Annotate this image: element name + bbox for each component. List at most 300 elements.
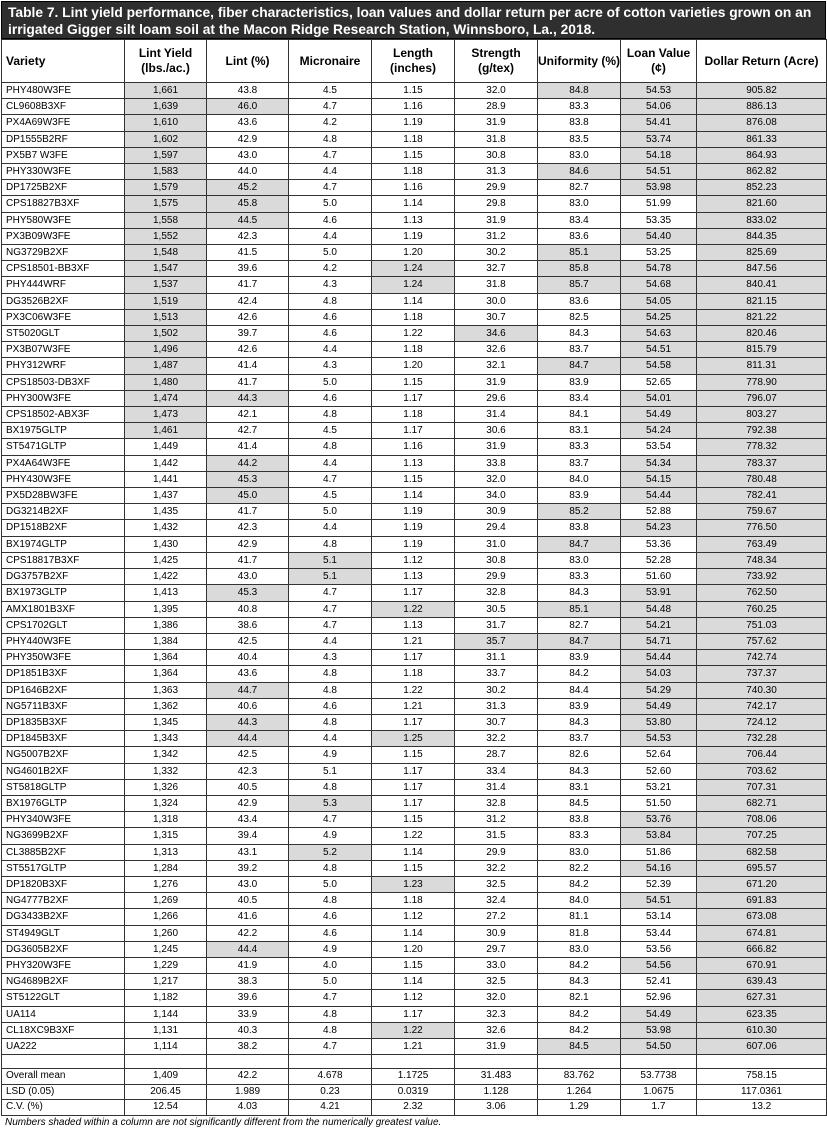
cell-variety: ST5517GLTP <box>2 860 125 876</box>
cell-yield: 1,513 <box>125 309 207 325</box>
cell-yield: 1,266 <box>125 909 207 925</box>
cell-yield: 1,384 <box>125 633 207 649</box>
cell-ret: 703.62 <box>697 763 827 779</box>
header-row <box>2 40 827 83</box>
cell-yield: 1,496 <box>125 342 207 358</box>
summary-cell-strength: 3.06 <box>455 1100 538 1116</box>
cell-length: 1.22 <box>372 601 455 617</box>
cell-strength: 32.2 <box>455 860 538 876</box>
cell-length: 1.19 <box>372 115 455 131</box>
table-row <box>2 552 827 568</box>
cell-variety: CL3885B2XF <box>2 844 125 860</box>
cell-variety: PX3C06W3FE <box>2 309 125 325</box>
cell-yield: 1,131 <box>125 1022 207 1038</box>
cell-length: 1.23 <box>372 876 455 892</box>
cell-variety: DG3757B2XF <box>2 569 125 585</box>
cell-ret: 852.23 <box>697 180 827 196</box>
cell-yield: 1,519 <box>125 293 207 309</box>
cell-variety: PHY430W3FE <box>2 471 125 487</box>
cell-variety: PX5D28BW3FE <box>2 488 125 504</box>
cell-lint: 39.7 <box>207 326 289 342</box>
cell-mic: 4.2 <box>289 115 372 131</box>
cell-strength: 28.7 <box>455 747 538 763</box>
cell-length: 1.14 <box>372 488 455 504</box>
table-row <box>2 131 827 147</box>
cell-lint: 42.7 <box>207 423 289 439</box>
cell-ret: 783.37 <box>697 455 827 471</box>
spacer-cell <box>2 1055 125 1069</box>
cell-ret: 760.25 <box>697 601 827 617</box>
cell-lint: 40.4 <box>207 650 289 666</box>
cell-mic: 4.4 <box>289 228 372 244</box>
cell-lint: 45.2 <box>207 180 289 196</box>
cell-yield: 1,552 <box>125 228 207 244</box>
cell-ret: 707.31 <box>697 779 827 795</box>
cell-length: 1.13 <box>372 617 455 633</box>
cell-uniformity: 84.0 <box>538 893 621 909</box>
cell-loan: 54.29 <box>621 682 697 698</box>
cell-variety: PX5B7 W3FE <box>2 147 125 163</box>
cell-yield: 1,548 <box>125 245 207 261</box>
cell-loan: 54.41 <box>621 115 697 131</box>
cell-lint: 44.4 <box>207 941 289 957</box>
cell-variety: UA222 <box>2 1038 125 1054</box>
table-row <box>2 569 827 585</box>
cell-yield: 1,442 <box>125 455 207 471</box>
table-row <box>2 358 827 374</box>
summary-row <box>2 1069 827 1085</box>
cell-mic: 5.0 <box>289 196 372 212</box>
cell-variety: PHY340W3FE <box>2 812 125 828</box>
cell-loan: 52.96 <box>621 990 697 1006</box>
cell-ret: 847.56 <box>697 261 827 277</box>
cell-uniformity: 83.5 <box>538 131 621 147</box>
cell-strength: 31.1 <box>455 650 538 666</box>
cell-mic: 4.3 <box>289 358 372 374</box>
cell-loan: 54.21 <box>621 617 697 633</box>
cell-lint: 42.9 <box>207 536 289 552</box>
cell-length: 1.17 <box>372 795 455 811</box>
cell-uniformity: 84.7 <box>538 633 621 649</box>
cell-uniformity: 83.3 <box>538 439 621 455</box>
table-row <box>2 682 827 698</box>
cell-strength: 31.3 <box>455 164 538 180</box>
cell-variety: NG5711B3XF <box>2 698 125 714</box>
cell-strength: 32.0 <box>455 471 538 487</box>
summary-cell-length: 2.32 <box>372 1100 455 1116</box>
table-row <box>2 698 827 714</box>
cell-loan: 54.68 <box>621 277 697 293</box>
cell-lint: 38.3 <box>207 974 289 990</box>
spacer-cell <box>621 1055 697 1069</box>
spacer-cell <box>455 1055 538 1069</box>
cell-uniformity: 82.6 <box>538 747 621 763</box>
cell-loan: 54.44 <box>621 650 697 666</box>
cell-yield: 1,537 <box>125 277 207 293</box>
cell-loan: 52.64 <box>621 747 697 763</box>
cell-length: 1.17 <box>372 714 455 730</box>
cell-strength: 30.9 <box>455 504 538 520</box>
cell-uniformity: 85.2 <box>538 504 621 520</box>
cell-mic: 4.7 <box>289 990 372 1006</box>
cell-yield: 1,260 <box>125 925 207 941</box>
cell-length: 1.16 <box>372 180 455 196</box>
cell-yield: 1,343 <box>125 731 207 747</box>
cell-ret: 796.07 <box>697 390 827 406</box>
summary-cell-ret: 758.15 <box>697 1069 827 1085</box>
cell-mic: 4.7 <box>289 1038 372 1054</box>
cell-length: 1.22 <box>372 326 455 342</box>
cell-lint: 43.0 <box>207 569 289 585</box>
table-row <box>2 974 827 990</box>
cell-mic: 4.7 <box>289 617 372 633</box>
cell-mic: 4.9 <box>289 828 372 844</box>
cell-mic: 4.4 <box>289 455 372 471</box>
table-row <box>2 1006 827 1022</box>
cell-strength: 29.9 <box>455 569 538 585</box>
table-row <box>2 115 827 131</box>
cell-ret: 737.37 <box>697 666 827 682</box>
cell-variety: ST5471GLTP <box>2 439 125 455</box>
table-row <box>2 957 827 973</box>
cell-loan: 54.51 <box>621 164 697 180</box>
cell-length: 1.18 <box>372 309 455 325</box>
cell-lint: 39.2 <box>207 860 289 876</box>
cell-loan: 54.06 <box>621 99 697 115</box>
cell-loan: 53.91 <box>621 585 697 601</box>
cell-strength: 31.2 <box>455 228 538 244</box>
cell-ret: 732.28 <box>697 731 827 747</box>
cell-lint: 39.6 <box>207 261 289 277</box>
cell-length: 1.21 <box>372 633 455 649</box>
table-row <box>2 455 827 471</box>
column-header-yield: Lint Yield (lbs./ac.) <box>125 40 207 83</box>
table-row <box>2 617 827 633</box>
table-row <box>2 795 827 811</box>
summary-cell-lint: 4.03 <box>207 1100 289 1116</box>
cell-lint: 43.8 <box>207 83 289 99</box>
cell-strength: 32.6 <box>455 342 538 358</box>
cell-ret: 627.31 <box>697 990 827 1006</box>
cell-mic: 4.8 <box>289 293 372 309</box>
cell-loan: 54.48 <box>621 601 697 617</box>
cell-mic: 4.4 <box>289 164 372 180</box>
summary-cell-uniformity: 1.29 <box>538 1100 621 1116</box>
cell-loan: 51.50 <box>621 795 697 811</box>
cell-yield: 1,326 <box>125 779 207 795</box>
summary-cell-loan: 1.0675 <box>621 1084 697 1100</box>
cell-uniformity: 83.0 <box>538 147 621 163</box>
table-row <box>2 245 827 261</box>
cell-variety: PHY300W3FE <box>2 390 125 406</box>
cell-uniformity: 83.7 <box>538 455 621 471</box>
cell-loan: 54.40 <box>621 228 697 244</box>
cell-uniformity: 83.9 <box>538 488 621 504</box>
cell-mic: 4.8 <box>289 536 372 552</box>
cell-mic: 4.8 <box>289 1006 372 1022</box>
cell-strength: 30.0 <box>455 293 538 309</box>
summary-cell-uniformity: 83.762 <box>538 1069 621 1085</box>
cell-variety: PHY444WRF <box>2 277 125 293</box>
cell-uniformity: 83.3 <box>538 569 621 585</box>
cell-length: 1.25 <box>372 731 455 747</box>
cell-lint: 40.5 <box>207 893 289 909</box>
cell-uniformity: 84.3 <box>538 585 621 601</box>
cell-lint: 42.6 <box>207 309 289 325</box>
cell-uniformity: 82.2 <box>538 860 621 876</box>
table-row <box>2 374 827 390</box>
cell-length: 1.22 <box>372 682 455 698</box>
cell-mic: 4.7 <box>289 812 372 828</box>
cell-loan: 53.21 <box>621 779 697 795</box>
table-row <box>2 164 827 180</box>
cell-length: 1.17 <box>372 779 455 795</box>
cell-length: 1.20 <box>372 941 455 957</box>
cell-loan: 54.51 <box>621 893 697 909</box>
cell-loan: 53.14 <box>621 909 697 925</box>
cell-mic: 4.3 <box>289 650 372 666</box>
table-row <box>2 536 827 552</box>
cell-ret: 757.62 <box>697 633 827 649</box>
cell-strength: 31.2 <box>455 812 538 828</box>
cell-loan: 53.80 <box>621 714 697 730</box>
cell-yield: 1,558 <box>125 212 207 228</box>
column-header-ret: Dollar Return (Acre) <box>697 40 827 83</box>
cell-mic: 4.6 <box>289 212 372 228</box>
cell-lint: 40.3 <box>207 1022 289 1038</box>
cell-yield: 1,332 <box>125 763 207 779</box>
cell-mic: 4.8 <box>289 131 372 147</box>
cell-ret: 778.32 <box>697 439 827 455</box>
column-header-lint: Lint (%) <box>207 40 289 83</box>
cell-ret: 682.58 <box>697 844 827 860</box>
cell-variety: DG3605B2XF <box>2 941 125 957</box>
cell-length: 1.19 <box>372 520 455 536</box>
cell-length: 1.21 <box>372 698 455 714</box>
cell-ret: 673.08 <box>697 909 827 925</box>
cell-lint: 43.6 <box>207 666 289 682</box>
summary-cell-variety: C.V. (%) <box>2 1100 125 1116</box>
cell-lint: 43.6 <box>207 115 289 131</box>
cell-variety: NG3729B2XF <box>2 245 125 261</box>
cell-lint: 42.5 <box>207 633 289 649</box>
data-table <box>1 39 827 1116</box>
cell-length: 1.13 <box>372 569 455 585</box>
cell-length: 1.19 <box>372 536 455 552</box>
table-row <box>2 812 827 828</box>
cell-strength: 27.2 <box>455 909 538 925</box>
cell-lint: 44.2 <box>207 455 289 471</box>
table-row <box>2 228 827 244</box>
cell-uniformity: 84.2 <box>538 1006 621 1022</box>
cell-mic: 4.6 <box>289 309 372 325</box>
cell-variety: UA114 <box>2 1006 125 1022</box>
cell-ret: 776.50 <box>697 520 827 536</box>
cell-yield: 1,363 <box>125 682 207 698</box>
summary-cell-uniformity: 1.264 <box>538 1084 621 1100</box>
cell-mic: 4.3 <box>289 277 372 293</box>
cell-strength: 30.7 <box>455 714 538 730</box>
cell-strength: 29.9 <box>455 180 538 196</box>
cell-mic: 4.6 <box>289 925 372 941</box>
cell-uniformity: 85.7 <box>538 277 621 293</box>
table-row <box>2 941 827 957</box>
cell-uniformity: 84.3 <box>538 326 621 342</box>
summary-cell-mic: 4.678 <box>289 1069 372 1085</box>
cell-loan: 54.23 <box>621 520 697 536</box>
cell-length: 1.17 <box>372 1006 455 1022</box>
cell-length: 1.24 <box>372 261 455 277</box>
cell-uniformity: 84.6 <box>538 164 621 180</box>
cell-lint: 42.2 <box>207 925 289 941</box>
cell-mic: 4.8 <box>289 407 372 423</box>
cell-ret: 751.03 <box>697 617 827 633</box>
cell-strength: 30.6 <box>455 423 538 439</box>
cell-loan: 54.56 <box>621 957 697 973</box>
cell-lint: 39.4 <box>207 828 289 844</box>
cell-variety: CPS1702GLT <box>2 617 125 633</box>
cell-strength: 34.6 <box>455 326 538 342</box>
cell-ret: 864.93 <box>697 147 827 163</box>
summary-row <box>2 1084 827 1100</box>
cell-ret: 742.74 <box>697 650 827 666</box>
cell-mic: 4.4 <box>289 342 372 358</box>
cell-mic: 4.6 <box>289 698 372 714</box>
cell-uniformity: 83.3 <box>538 828 621 844</box>
cell-length: 1.13 <box>372 212 455 228</box>
table-row <box>2 147 827 163</box>
cell-uniformity: 83.4 <box>538 212 621 228</box>
cell-length: 1.17 <box>372 763 455 779</box>
cell-lint: 43.0 <box>207 876 289 892</box>
cell-ret: 840.41 <box>697 277 827 293</box>
cell-variety: PHY320W3FE <box>2 957 125 973</box>
cell-variety: DP1725B2XF <box>2 180 125 196</box>
cell-mic: 4.7 <box>289 147 372 163</box>
cell-length: 1.15 <box>372 747 455 763</box>
cell-strength: 35.7 <box>455 633 538 649</box>
cell-yield: 1,313 <box>125 844 207 860</box>
table-row <box>2 261 827 277</box>
cell-lint: 42.9 <box>207 131 289 147</box>
cell-uniformity: 84.2 <box>538 1022 621 1038</box>
cell-yield: 1,487 <box>125 358 207 374</box>
table-row <box>2 909 827 925</box>
cell-uniformity: 83.0 <box>538 844 621 860</box>
cell-ret: 861.33 <box>697 131 827 147</box>
cell-yield: 1,425 <box>125 552 207 568</box>
cell-mic: 4.6 <box>289 390 372 406</box>
cell-uniformity: 82.7 <box>538 617 621 633</box>
cell-lint: 41.7 <box>207 374 289 390</box>
table-row <box>2 180 827 196</box>
cell-uniformity: 83.9 <box>538 650 621 666</box>
cell-uniformity: 84.3 <box>538 763 621 779</box>
cell-strength: 32.5 <box>455 974 538 990</box>
cell-length: 1.19 <box>372 504 455 520</box>
cell-strength: 31.8 <box>455 131 538 147</box>
cell-loan: 51.99 <box>621 196 697 212</box>
cell-ret: 792.38 <box>697 423 827 439</box>
cell-length: 1.12 <box>372 909 455 925</box>
cell-ret: 706.44 <box>697 747 827 763</box>
cell-lint: 41.7 <box>207 552 289 568</box>
cell-yield: 1,435 <box>125 504 207 520</box>
cell-loan: 54.58 <box>621 358 697 374</box>
table-row <box>2 423 827 439</box>
cell-mic: 4.4 <box>289 520 372 536</box>
cell-yield: 1,217 <box>125 974 207 990</box>
cell-length: 1.17 <box>372 423 455 439</box>
cell-loan: 53.25 <box>621 245 697 261</box>
cell-mic: 4.5 <box>289 423 372 439</box>
cell-uniformity: 83.8 <box>538 812 621 828</box>
cell-ret: 825.69 <box>697 245 827 261</box>
cell-lint: 42.9 <box>207 795 289 811</box>
summary-cell-loan: 1.7 <box>621 1100 697 1116</box>
cell-length: 1.16 <box>372 439 455 455</box>
cell-ret: 862.82 <box>697 164 827 180</box>
cell-loan: 53.56 <box>621 941 697 957</box>
table-row <box>2 876 827 892</box>
cell-strength: 29.7 <box>455 941 538 957</box>
spacer-cell <box>372 1055 455 1069</box>
table-row <box>2 990 827 1006</box>
cell-ret: 821.60 <box>697 196 827 212</box>
cell-uniformity: 85.1 <box>538 601 621 617</box>
cell-variety: PHY480W3FE <box>2 83 125 99</box>
cell-yield: 1,449 <box>125 439 207 455</box>
cell-mic: 4.8 <box>289 893 372 909</box>
cell-mic: 4.7 <box>289 601 372 617</box>
cell-ret: 691.83 <box>697 893 827 909</box>
cell-length: 1.14 <box>372 844 455 860</box>
cell-strength: 30.8 <box>455 552 538 568</box>
cell-uniformity: 83.1 <box>538 779 621 795</box>
cell-lint: 40.8 <box>207 601 289 617</box>
cell-length: 1.15 <box>372 812 455 828</box>
cell-uniformity: 84.5 <box>538 795 621 811</box>
table-row <box>2 212 827 228</box>
table-row <box>2 844 827 860</box>
table-row <box>2 293 827 309</box>
cell-length: 1.15 <box>372 860 455 876</box>
cell-strength: 28.9 <box>455 99 538 115</box>
cell-mic: 4.7 <box>289 585 372 601</box>
table-row <box>2 342 827 358</box>
cell-lint: 40.5 <box>207 779 289 795</box>
cell-loan: 54.53 <box>621 83 697 99</box>
summary-cell-lint: 42.2 <box>207 1069 289 1085</box>
cell-loan: 52.88 <box>621 504 697 520</box>
cell-ret: 670.91 <box>697 957 827 973</box>
cell-uniformity: 83.6 <box>538 293 621 309</box>
cell-yield: 1,639 <box>125 99 207 115</box>
cell-uniformity: 83.9 <box>538 698 621 714</box>
cell-strength: 30.5 <box>455 601 538 617</box>
cell-yield: 1,597 <box>125 147 207 163</box>
column-header-uniformity: Uniformity (%) <box>538 40 621 83</box>
cell-loan: 52.65 <box>621 374 697 390</box>
cell-mic: 4.8 <box>289 682 372 698</box>
cell-yield: 1,395 <box>125 601 207 617</box>
cell-variety: DG3214B2XF <box>2 504 125 520</box>
cell-mic: 4.5 <box>289 488 372 504</box>
cell-uniformity: 83.4 <box>538 390 621 406</box>
cell-ret: 733.92 <box>697 569 827 585</box>
cell-loan: 54.44 <box>621 488 697 504</box>
cell-loan: 54.49 <box>621 407 697 423</box>
